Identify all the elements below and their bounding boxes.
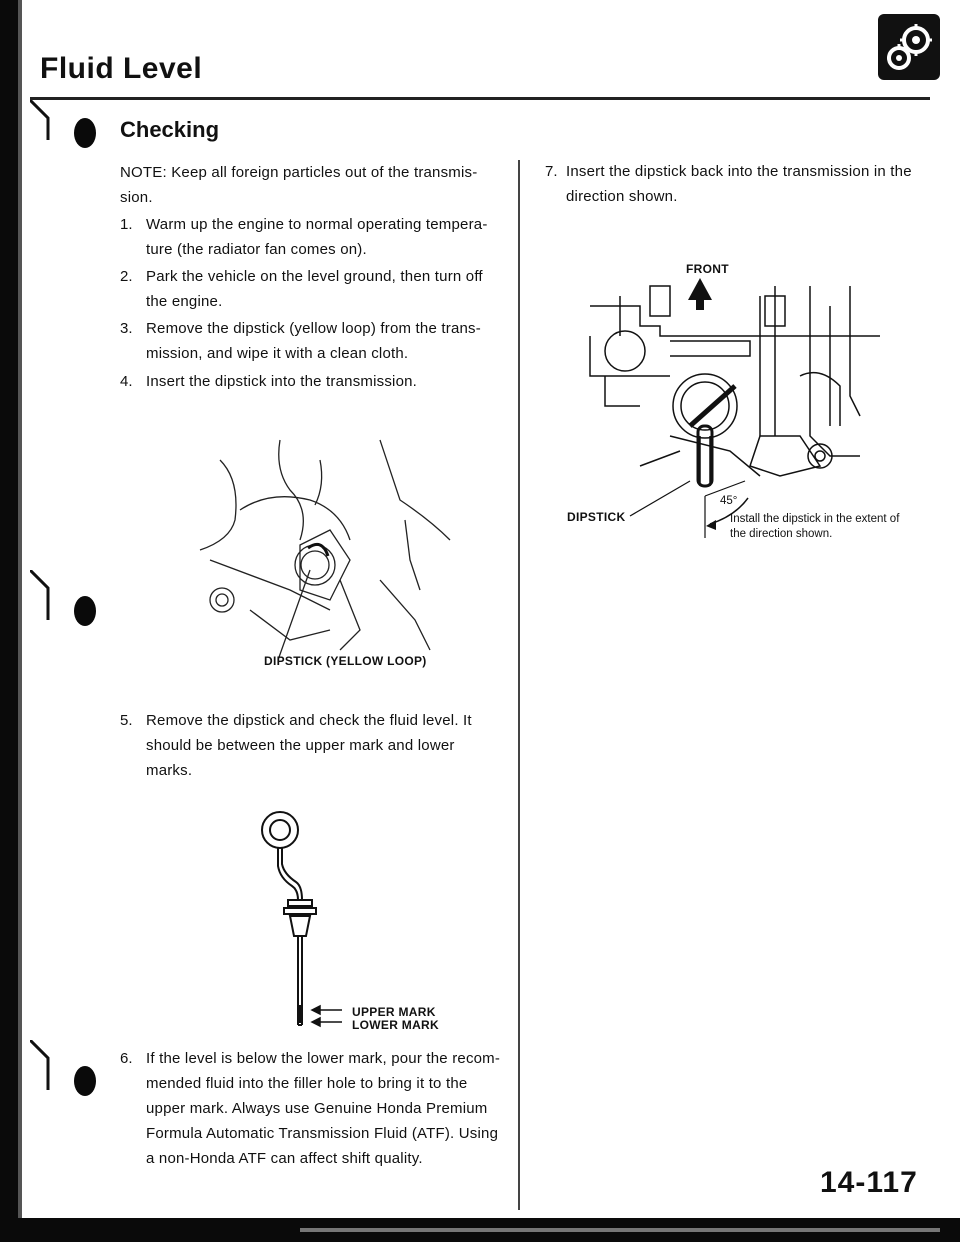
- margin-dot: [74, 118, 96, 148]
- bottom-margin-stripe: [300, 1228, 940, 1232]
- step-text: Insert the dipstick into the transmission.: [146, 373, 418, 390]
- step-text: Warm up the engine to normal operating tempera-ture (the radiator fan comes on).: [146, 216, 488, 258]
- upper-mark-label: UPPER MARK: [352, 1005, 436, 1019]
- step-text: If the level is below the lower mark, pour the recom-mended fluid into the filler hole to bring it to the upper mark. Always use Genuine Honda Premium Formula Automatic Transmission Fluid (ATF). Using a non-Honda ATF can affect shift quality.: [146, 1050, 501, 1167]
- front-arrow-icon: [688, 278, 712, 300]
- install-note: Install the dipstick in the extent of the direction shown.: [730, 513, 900, 540]
- dipstick-loop-caption: DIPSTICK (YELLOW LOOP): [264, 654, 427, 668]
- left-margin-bar: [0, 0, 18, 1242]
- margin-dot: [74, 1066, 96, 1096]
- step-number: 3.: [120, 320, 133, 337]
- step-number: 2.: [120, 268, 133, 285]
- lower-mark-label: LOWER MARK: [352, 1018, 439, 1032]
- step-text: Remove the dipstick and check the fluid level. It should be between the upper mark and lower marks.: [146, 712, 472, 779]
- page-title: Fluid Level: [40, 52, 203, 85]
- binding-notch: [30, 100, 50, 140]
- angle-label: 45°: [720, 495, 738, 507]
- step-number: 5.: [120, 712, 133, 729]
- step-text: Remove the dipstick (yellow loop) from the trans-mission, and wipe it with a clean cloth.: [146, 320, 481, 362]
- binding-notch: [30, 1040, 50, 1090]
- binding-notch: [30, 570, 50, 620]
- page-number: 14-117: [820, 1166, 918, 1199]
- step-text: Park the vehicle on the level ground, then turn off the engine.: [146, 268, 483, 310]
- title-divider: [30, 97, 930, 100]
- dipstick-installed-illustration: [180, 430, 480, 660]
- step-number: 1.: [120, 216, 133, 233]
- left-margin-stripe: [18, 0, 22, 1242]
- step-number: 7.: [545, 163, 558, 180]
- transmission-gears-icon: [878, 14, 940, 80]
- mark-arrows: [310, 1000, 350, 1030]
- section-heading: Checking: [120, 117, 220, 142]
- note-text: NOTE: Keep all foreign particles out of the transmis-sion.: [120, 164, 478, 206]
- step-number: 4.: [120, 373, 133, 390]
- margin-dot: [74, 596, 96, 626]
- step-number: 6.: [120, 1050, 133, 1067]
- dipstick-label: DIPSTICK: [567, 510, 626, 524]
- step-text: Insert the dipstick back into the transmission in the direction shown.: [566, 163, 912, 205]
- front-label: FRONT: [686, 262, 729, 276]
